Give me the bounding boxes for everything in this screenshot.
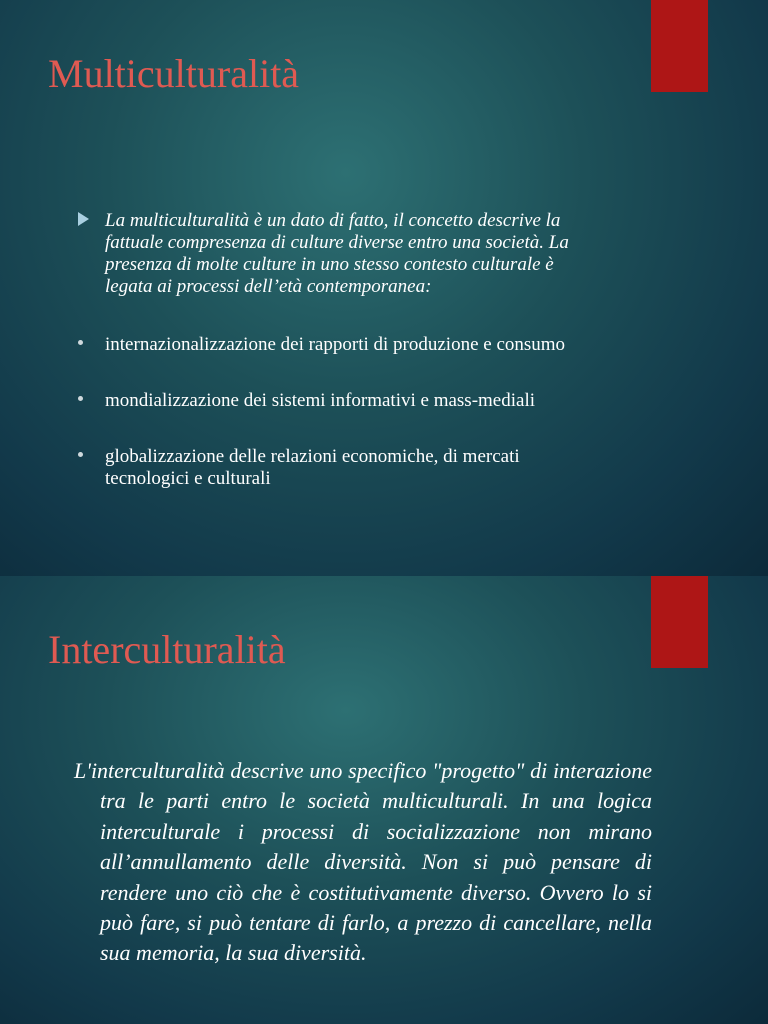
lead-paragraph: La multiculturalità è un dato di fatto, il concetto descrive la fattuale compresenza di culture diverse entro una società. La presenza di molte culture in uno stesso contesto culturale è legata ai processi dell’età contemporanea: — [105, 210, 569, 297]
body-paragraph: L'interculturalità descrive uno specifico "progetto" di interazione tra le parti entro le società multiculturali. In una logica interculturale i processi di socializzazione non mirano all’annullamento delle diversità. Non si può pensare di rendere uno ciò che è costitutivamente diverso. Ovvero lo si può fare, si può tentare di farlo, a prezzo di cancellare, nella sua memoria, la sua diversità. — [74, 758, 652, 966]
bullet-dot-icon — [78, 340, 83, 345]
slide-interculturalita — [0, 576, 768, 1024]
list-item: mondializzazione dei sistemi informativi e mass-mediali — [105, 390, 536, 411]
bullet-dot-icon — [78, 396, 83, 401]
red-accent-bar — [651, 576, 708, 668]
list-item: globalizzazione delle relazioni economiche, di mercati tecnologici e culturali — [105, 446, 520, 489]
red-accent-bar — [651, 0, 708, 92]
triangle-bullet-icon — [78, 212, 89, 226]
bullet-dot-icon — [78, 452, 83, 457]
slide-title: Interculturalità — [48, 627, 286, 672]
slide-title: Multiculturalità — [48, 51, 300, 96]
list-item: internazionalizzazione dei rapporti di produzione e consumo — [105, 334, 566, 355]
